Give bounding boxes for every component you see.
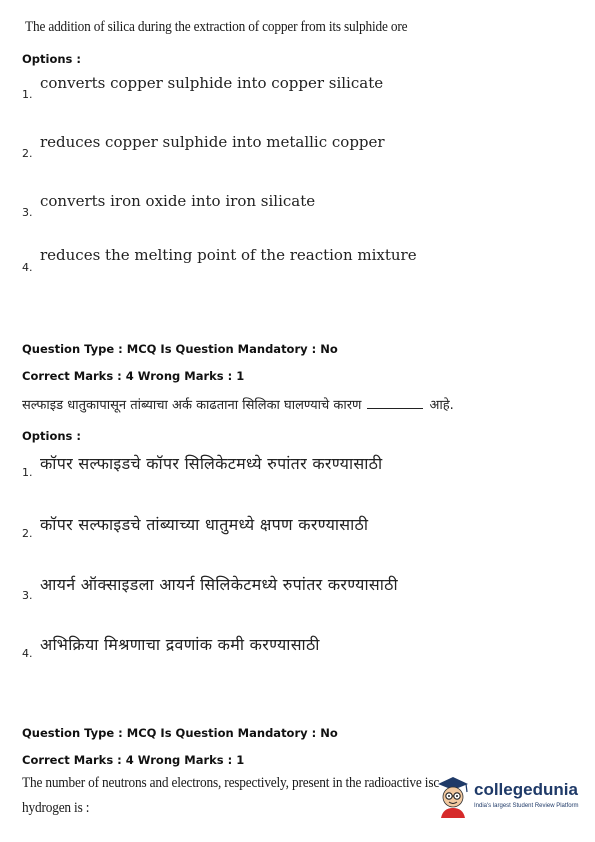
option-text[interactable]: कॉपर सल्फाइडचे तांब्याच्या धातुमध्ये क्षपण करण्यासाठी [40,515,369,534]
question-2-text-before: सल्फाइड धातुकापासून तांब्याचा अर्क काढताना सिलिका घालण्याचे कारण [22,398,362,413]
question-2-text-after: आहे. [429,398,454,413]
answer-blank [367,408,423,409]
options-label: Options : [22,429,81,443]
option-number: 1. [22,466,33,479]
question-2-text [22,395,454,413]
option-number: 2. [22,527,33,540]
option-number: 4. [22,647,33,660]
option-text[interactable]: अभिक्रिया मिश्रणाचा द्रवणांक कमी करण्यासाठी [40,635,320,654]
option-text[interactable]: converts iron oxide into iron silicate [40,192,316,210]
question-marks: Correct Marks : 4 Wrong Marks : 1 [22,753,245,767]
option-text[interactable]: आयर्न ऑक्साइडला आयर्न सिलिकेटमध्ये रुपांतर करण्यासाठी [40,575,398,594]
question-marks: Correct Marks : 4 Wrong Marks : 1 [22,369,245,383]
question-1-text: The addition of silica during the extraction of copper from its sulphide ore [25,19,408,35]
option-number: 4. [22,261,33,274]
option-text[interactable]: reduces copper sulphide into metallic copper [40,133,385,151]
option-number: 1. [22,88,33,101]
question-meta: Question Type : MCQ Is Question Mandatory : No [22,726,338,740]
option-number: 3. [22,589,33,602]
option-text[interactable]: reduces the melting point of the reaction mixture [40,246,417,264]
logo-wordmark: collegedunia [474,780,578,799]
option-text[interactable]: converts copper sulphide into copper silicate [40,74,384,92]
option-number: 2. [22,147,33,160]
question-meta: Question Type : MCQ Is Question Mandatory : No [22,342,338,356]
collegedunia-logo [434,772,584,822]
question-3-text: The number of neutrons and electrons, respectively, present in the radioactive isc [22,775,440,791]
logo-tagline: India's largest Student Review Platform [474,803,579,809]
options-label: Options : [22,52,81,66]
option-number: 3. [22,206,33,219]
question-3-text-continued: hydrogen is : [22,800,90,816]
option-text[interactable]: कॉपर सल्फाइडचे कॉपर सिलिकेटमध्ये रुपांतर करण्यासाठी [40,454,383,473]
graduate-mascot-icon [434,772,472,818]
